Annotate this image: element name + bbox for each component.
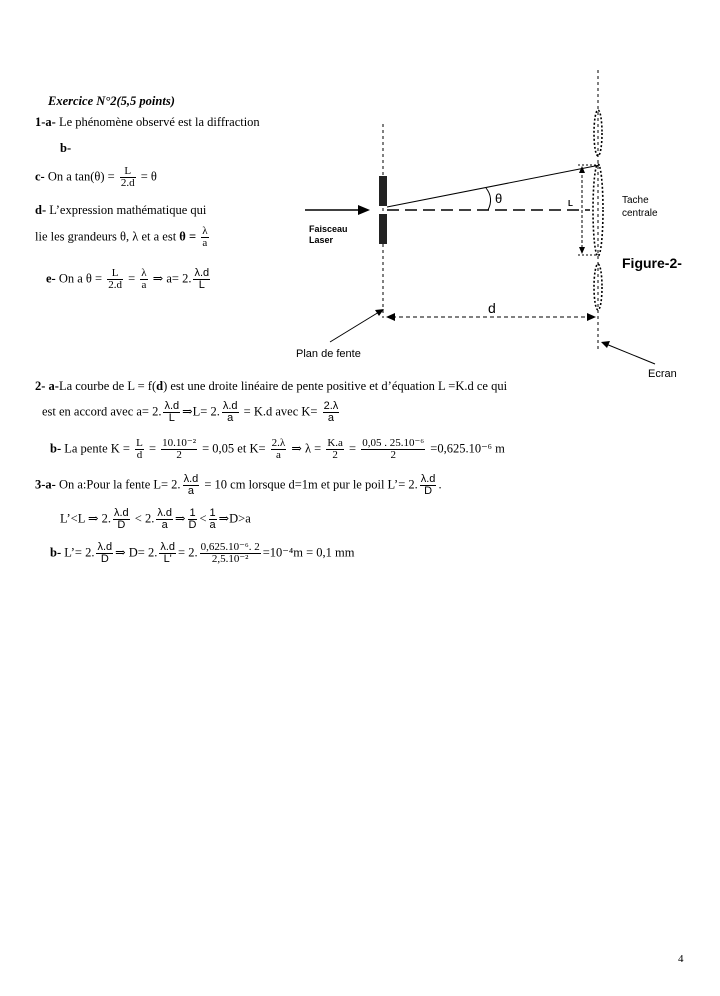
q2b-mid: = 0,05 et K= [202, 441, 266, 456]
ecran-pointer [606, 344, 655, 364]
q3a-fraction2 [420, 474, 437, 497]
page-number: 4 [678, 953, 684, 965]
q2b-f5-den: 2 [390, 449, 396, 461]
theta-arc [486, 188, 491, 210]
q3a2-fraction2 [156, 508, 173, 531]
q3b-fraction1 [96, 542, 113, 565]
q1e-label: e- [46, 271, 56, 286]
q2b-pre: La pente K = [64, 441, 130, 456]
d-label: d [488, 300, 496, 316]
L-arrow-down [579, 247, 585, 254]
q2a-line2-pre: est en accord avec a= 2. [42, 404, 162, 419]
q3b-f1-den: D [100, 553, 109, 565]
q3a2-arrow: ⇒ [175, 511, 186, 526]
q2a-fraction1 [163, 401, 180, 424]
q3a-f2-den: D [424, 485, 433, 497]
q1c-tail: = θ [140, 169, 157, 184]
q1e-f1-num: L [107, 268, 123, 280]
q2b-eq2: = [349, 441, 357, 456]
q1d-text1: L’expression mathématique qui [49, 203, 207, 217]
q2b-fraction4 [326, 438, 344, 461]
q3a-label: 3-a- [35, 477, 56, 492]
q1c-text: On a tan(θ) = [47, 169, 115, 184]
q3b-fraction2 [159, 542, 176, 565]
q1c-label: c- [35, 169, 45, 184]
q1c-den: 2.d [120, 177, 135, 189]
ecran-pointer-head [601, 341, 610, 348]
q3a2-f1-den: D [117, 519, 126, 531]
q3b-mid2: = 2. [178, 545, 198, 560]
q3a2-fraction3 [188, 508, 198, 531]
slit-upper-block [379, 176, 387, 206]
q1d-theta: θ = [179, 229, 197, 244]
q3b-pre: L’= 2. [64, 545, 95, 560]
q2b-f2-den: 2 [176, 449, 182, 461]
tache-label-1: Tache [622, 195, 649, 206]
q2a-f2-den: a [227, 412, 234, 424]
q3a2-f4-num: 1 [209, 507, 216, 519]
q3b-label: b- [50, 545, 62, 560]
q3a-f1-num: λ.d [183, 473, 199, 485]
q1e-text: On a θ = [58, 271, 103, 286]
q3a2-f3-num: 1 [189, 507, 196, 519]
q3a2-pre: L’<L ⇒ 2. [60, 511, 111, 526]
q2b-f4-num: K.a [327, 437, 343, 449]
q2a-line1-bold: d [156, 379, 164, 393]
q3a2-fraction1 [113, 508, 130, 531]
figure-caption: Figure-2- [622, 255, 682, 271]
q3a2-lt: < 2. [134, 511, 155, 526]
q1d-label: d- [35, 203, 47, 217]
q2b-fraction3 [271, 438, 287, 461]
plan-pointer [330, 312, 379, 342]
q3a-end: . [438, 477, 442, 492]
q2b-label: b- [50, 441, 62, 456]
q3b-f3-den: 2,5.10⁻² [211, 553, 249, 565]
q3b-result: =10⁻⁴m = 0,1 mm [262, 545, 355, 560]
q3a-pre: On a:Pour la fente L= 2. [58, 477, 181, 492]
q2a-f2-num: λ.d [222, 400, 238, 412]
q1e-f3-num: λ.d [194, 267, 210, 279]
q2a-mid2: = K.d avec K= [243, 404, 318, 419]
q2b-f3-den: a [276, 449, 281, 461]
q1b-label: b- [60, 141, 72, 155]
q2b-f3-num: 2.λ [271, 437, 286, 449]
q2a-fraction2 [222, 401, 239, 424]
slit-lower-block [379, 214, 387, 244]
q3b-f3-num: 0,625.10⁻⁶. 2 [200, 541, 260, 553]
q2a-label: 2- a- [35, 379, 59, 393]
q3a-fraction1 [183, 474, 200, 497]
q1c-num: L [120, 166, 136, 178]
q2b-eq1: = [148, 441, 157, 456]
q3a2-f4-den: a [209, 519, 216, 531]
q2b-fraction1 [135, 438, 144, 461]
q2b-f5-num: 0,05 . 25.10⁻⁶ [362, 437, 425, 449]
q2b-f2-num: 10.10⁻² [162, 437, 196, 449]
q1e-f2-den: a [141, 279, 147, 291]
q2b-line [50, 438, 505, 461]
q3a2-fraction4 [209, 508, 217, 531]
q1a-label: 1-a- [35, 115, 56, 129]
laser-arrowhead [358, 205, 370, 215]
q3a2-f2-den: a [161, 519, 168, 531]
q1e-arrow: ⇒ a= 2. [152, 271, 192, 286]
q1d-text2: lie les grandeurs θ, λ et a est [35, 229, 177, 244]
q1d-den: a [202, 237, 208, 249]
q2b-result: =0,625.10⁻⁶ m [430, 441, 505, 456]
q2b-arrow: ⇒ λ = [291, 441, 322, 456]
q3a2-lt2: < [199, 511, 207, 526]
faisceau-label-2: Laser [309, 235, 334, 245]
q1e-eq: = [128, 271, 136, 286]
q3b-f2-den: L' [163, 553, 172, 565]
q2a-line1 [35, 378, 507, 394]
q2a-line2 [42, 401, 341, 424]
q3a2-f2-num: λ.d [157, 507, 173, 519]
q2a-line1-pre: La courbe de L = f( [58, 379, 157, 393]
L-label: L [568, 199, 573, 208]
q2b-f1-den: d [136, 449, 143, 461]
q2a-f3-den: a [327, 412, 334, 424]
q1e-f3-den: L [198, 279, 205, 291]
plan-label: Plan de fente [296, 348, 361, 360]
q3a-line2 [60, 508, 251, 531]
q3a-mid: = 10 cm lorsque d=1m et pur le poil L’= 2. [204, 477, 418, 492]
L-arrow-up [579, 166, 585, 173]
q3b-fraction3 [200, 542, 261, 565]
faisceau-label-1: Faisceau [309, 224, 348, 234]
q3b-line [50, 542, 354, 565]
d-arrow-left [386, 313, 395, 321]
diffraction-figure [0, 0, 720, 380]
q3a-f2-num: λ.d [420, 473, 436, 485]
q3b-mid1: ⇒ D= 2. [115, 545, 158, 560]
exercise-title: Exercice N°2(5,5 points) [48, 94, 175, 108]
q2a-fraction3 [323, 401, 340, 424]
q1a-text: Le phénomène observé est la diffraction [58, 115, 260, 129]
q2a-f3-num: 2.λ [323, 400, 339, 412]
q2b-f4-den: 2 [332, 449, 338, 461]
q3a-line1 [35, 474, 442, 497]
q3a2-f1-num: λ.d [113, 507, 129, 519]
q2b-fraction2 [161, 438, 197, 461]
q3a-f1-den: a [187, 485, 194, 497]
q2a-line1-post: ) est une droite linéaire de pente positive et d’équation L =K.d ce qui [163, 379, 508, 393]
q1e-f2-num: λ [141, 267, 147, 279]
q3b-f2-num: λ.d [160, 541, 176, 553]
q3b-f1-num: λ.d [97, 541, 113, 553]
q3a2-end: ⇒D>a [218, 511, 251, 526]
tache-label-2: centrale [622, 208, 658, 219]
q2a-f1-num: λ.d [164, 400, 180, 412]
q1e-f1-den: 2.d [108, 279, 122, 291]
d-arrow-right [587, 313, 596, 321]
q2a-mid1: ⇒L= 2. [182, 404, 220, 419]
q2a-f1-den: L [168, 412, 175, 424]
q1d-num: λ [202, 225, 208, 237]
theta-label: θ [495, 191, 503, 206]
q3a2-f3-den: D [188, 519, 197, 531]
ecran-label: Ecran [648, 368, 677, 380]
q2b-f1-num: L [136, 437, 143, 449]
q2b-fraction5 [361, 438, 425, 461]
